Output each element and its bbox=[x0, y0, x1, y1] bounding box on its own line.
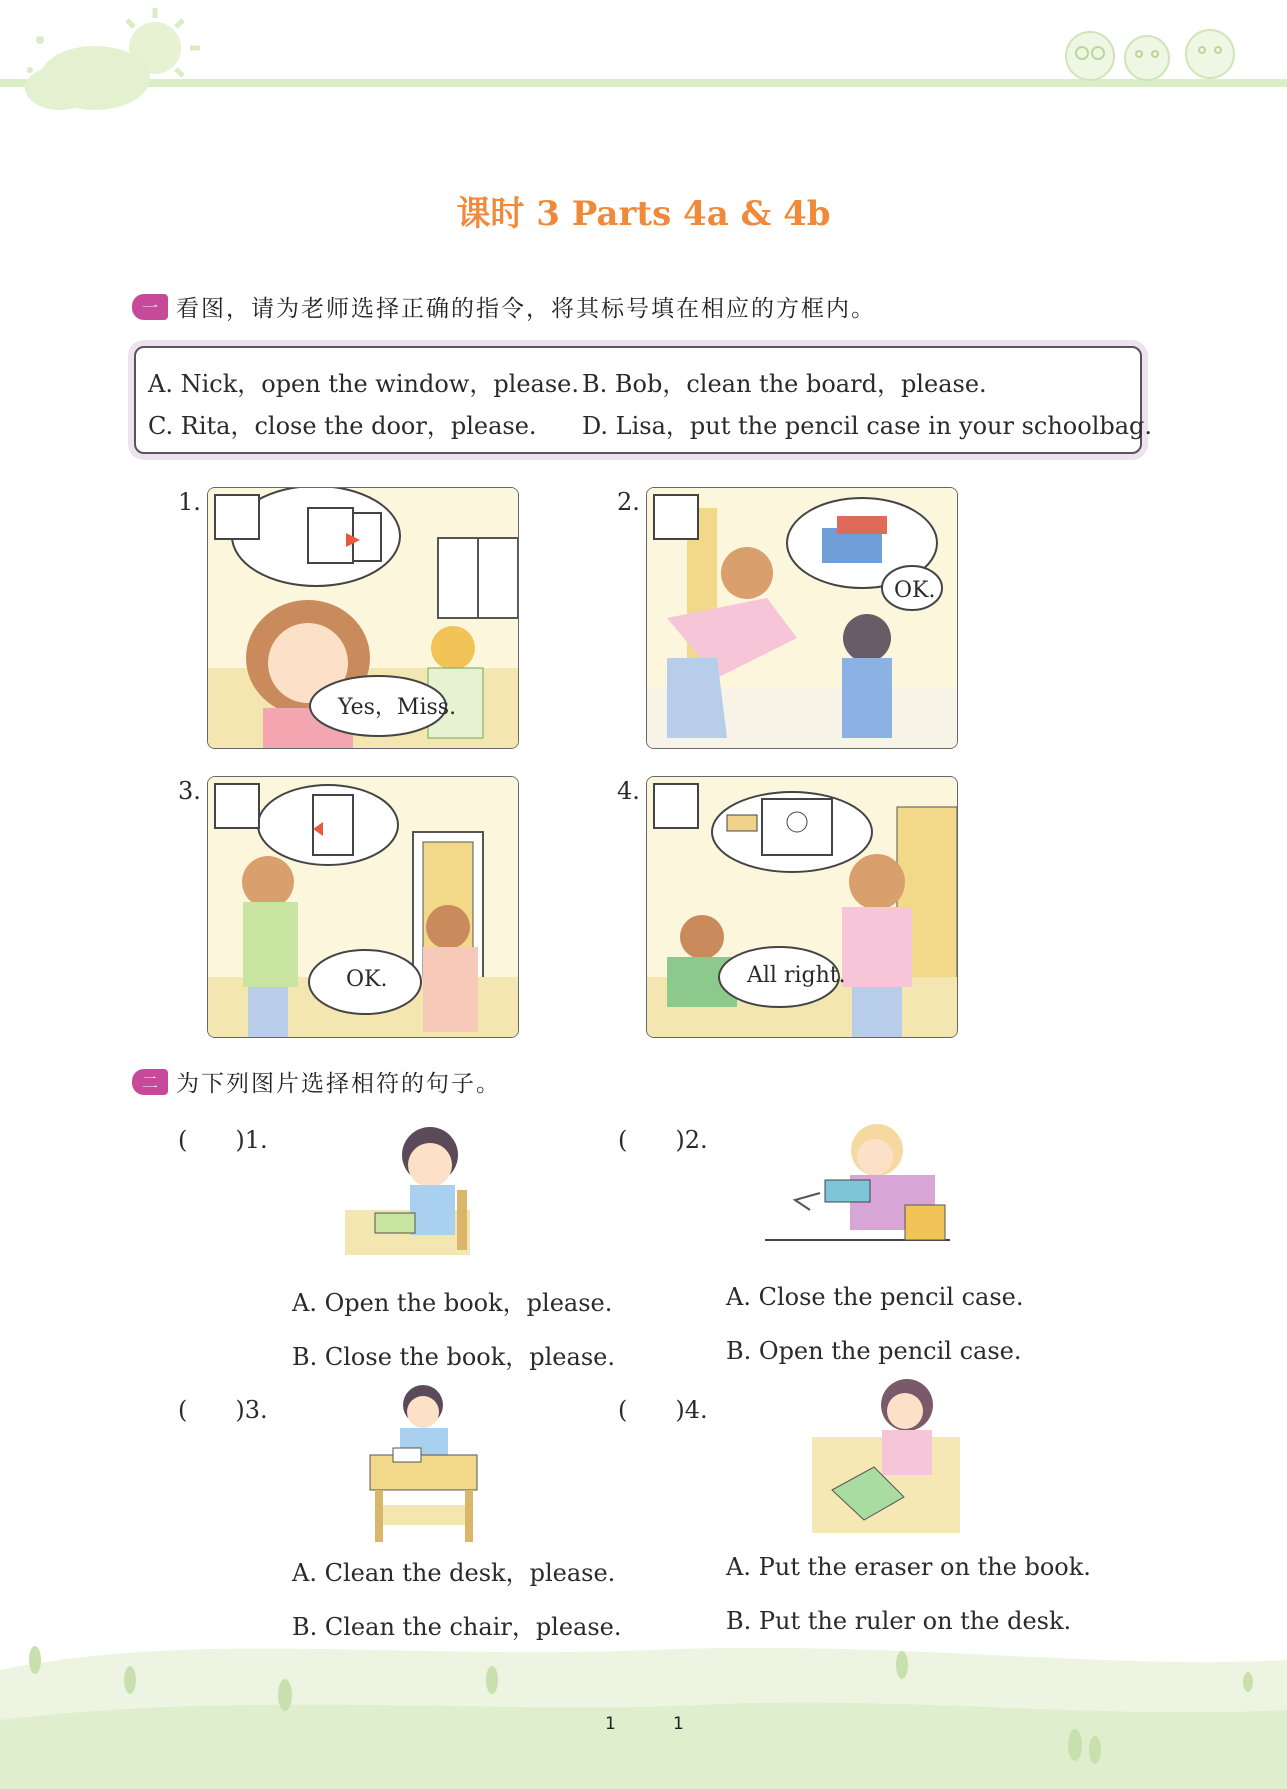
speech-text: All right. bbox=[747, 963, 846, 988]
speech-text: Yes，Miss. bbox=[338, 695, 457, 720]
options-box bbox=[134, 346, 1153, 454]
section2-instruction: 为下列图片选择相符的句子。 bbox=[176, 1071, 501, 1097]
animal-faces-decoration bbox=[1055, 18, 1255, 88]
choice-b: B. Close the book，please. bbox=[292, 1343, 615, 1371]
choice-a: A. Put the eraser on the book. bbox=[726, 1553, 1091, 1581]
choice-b: B. Put the ruler on the desk. bbox=[726, 1607, 1072, 1635]
sun-cloud-decoration bbox=[0, 0, 220, 120]
choice-a: A. Clean the desk，please. bbox=[292, 1559, 616, 1587]
picture-number: 4. bbox=[617, 777, 640, 805]
answer-box-4[interactable] bbox=[653, 783, 699, 829]
section1-heading bbox=[132, 290, 876, 323]
answer-blank-3[interactable]: ( )3. bbox=[178, 1396, 268, 1424]
choice-b: B. Open the pencil case. bbox=[726, 1337, 1022, 1365]
picture-number: 2. bbox=[617, 488, 640, 516]
picture-2 bbox=[646, 487, 958, 749]
answer-blank-2[interactable]: ( )2. bbox=[618, 1126, 708, 1154]
boy-cleaning-desk-image bbox=[365, 1380, 485, 1545]
picture-4 bbox=[646, 776, 958, 1038]
answer-blank-4[interactable]: ( )4. bbox=[618, 1396, 708, 1424]
speech-text: OK. bbox=[346, 967, 388, 992]
section1-instruction: 看图，请为老师选择正确的指令，将其标号填在相应的方框内。 bbox=[176, 296, 876, 322]
hills-footer-decoration bbox=[0, 1630, 1287, 1789]
girl-with-pencil-case-image bbox=[765, 1115, 955, 1245]
option-b: B. Bob，clean the board，please. bbox=[582, 370, 987, 398]
choice-b: B. Clean the chair，please. bbox=[292, 1613, 622, 1641]
page-number-left: 1 bbox=[605, 1714, 616, 1734]
page-number-right: 1 bbox=[673, 1714, 684, 1734]
picture-3 bbox=[207, 776, 519, 1038]
girl-with-ruler-image bbox=[812, 1375, 962, 1535]
option-a: A. Nick，open the window，please. bbox=[148, 370, 580, 398]
answer-box-2[interactable] bbox=[653, 494, 699, 540]
boy-with-book-image bbox=[345, 1115, 485, 1260]
choice-a: A. Open the book，please. bbox=[292, 1289, 613, 1317]
speech-text: OK. bbox=[894, 578, 936, 603]
option-c: C. Rita，close the door，please. bbox=[148, 412, 537, 440]
choice-a: A. Close the pencil case. bbox=[726, 1283, 1024, 1311]
section2-heading bbox=[132, 1065, 501, 1098]
picture-number: 1. bbox=[178, 488, 201, 516]
answer-blank-1[interactable]: ( )1. bbox=[178, 1126, 268, 1154]
section1-badge: 一 bbox=[132, 294, 168, 320]
section2-badge: 二 bbox=[132, 1069, 168, 1095]
picture-number: 3. bbox=[178, 777, 201, 805]
picture-1 bbox=[207, 487, 519, 749]
answer-box-3[interactable] bbox=[214, 783, 260, 829]
answer-box-1[interactable] bbox=[214, 494, 260, 540]
lesson-title: 课时 3 Parts 4a & 4b bbox=[456, 194, 831, 234]
option-d: D. Lisa，put the pencil case in your schoolbag. bbox=[582, 412, 1153, 440]
